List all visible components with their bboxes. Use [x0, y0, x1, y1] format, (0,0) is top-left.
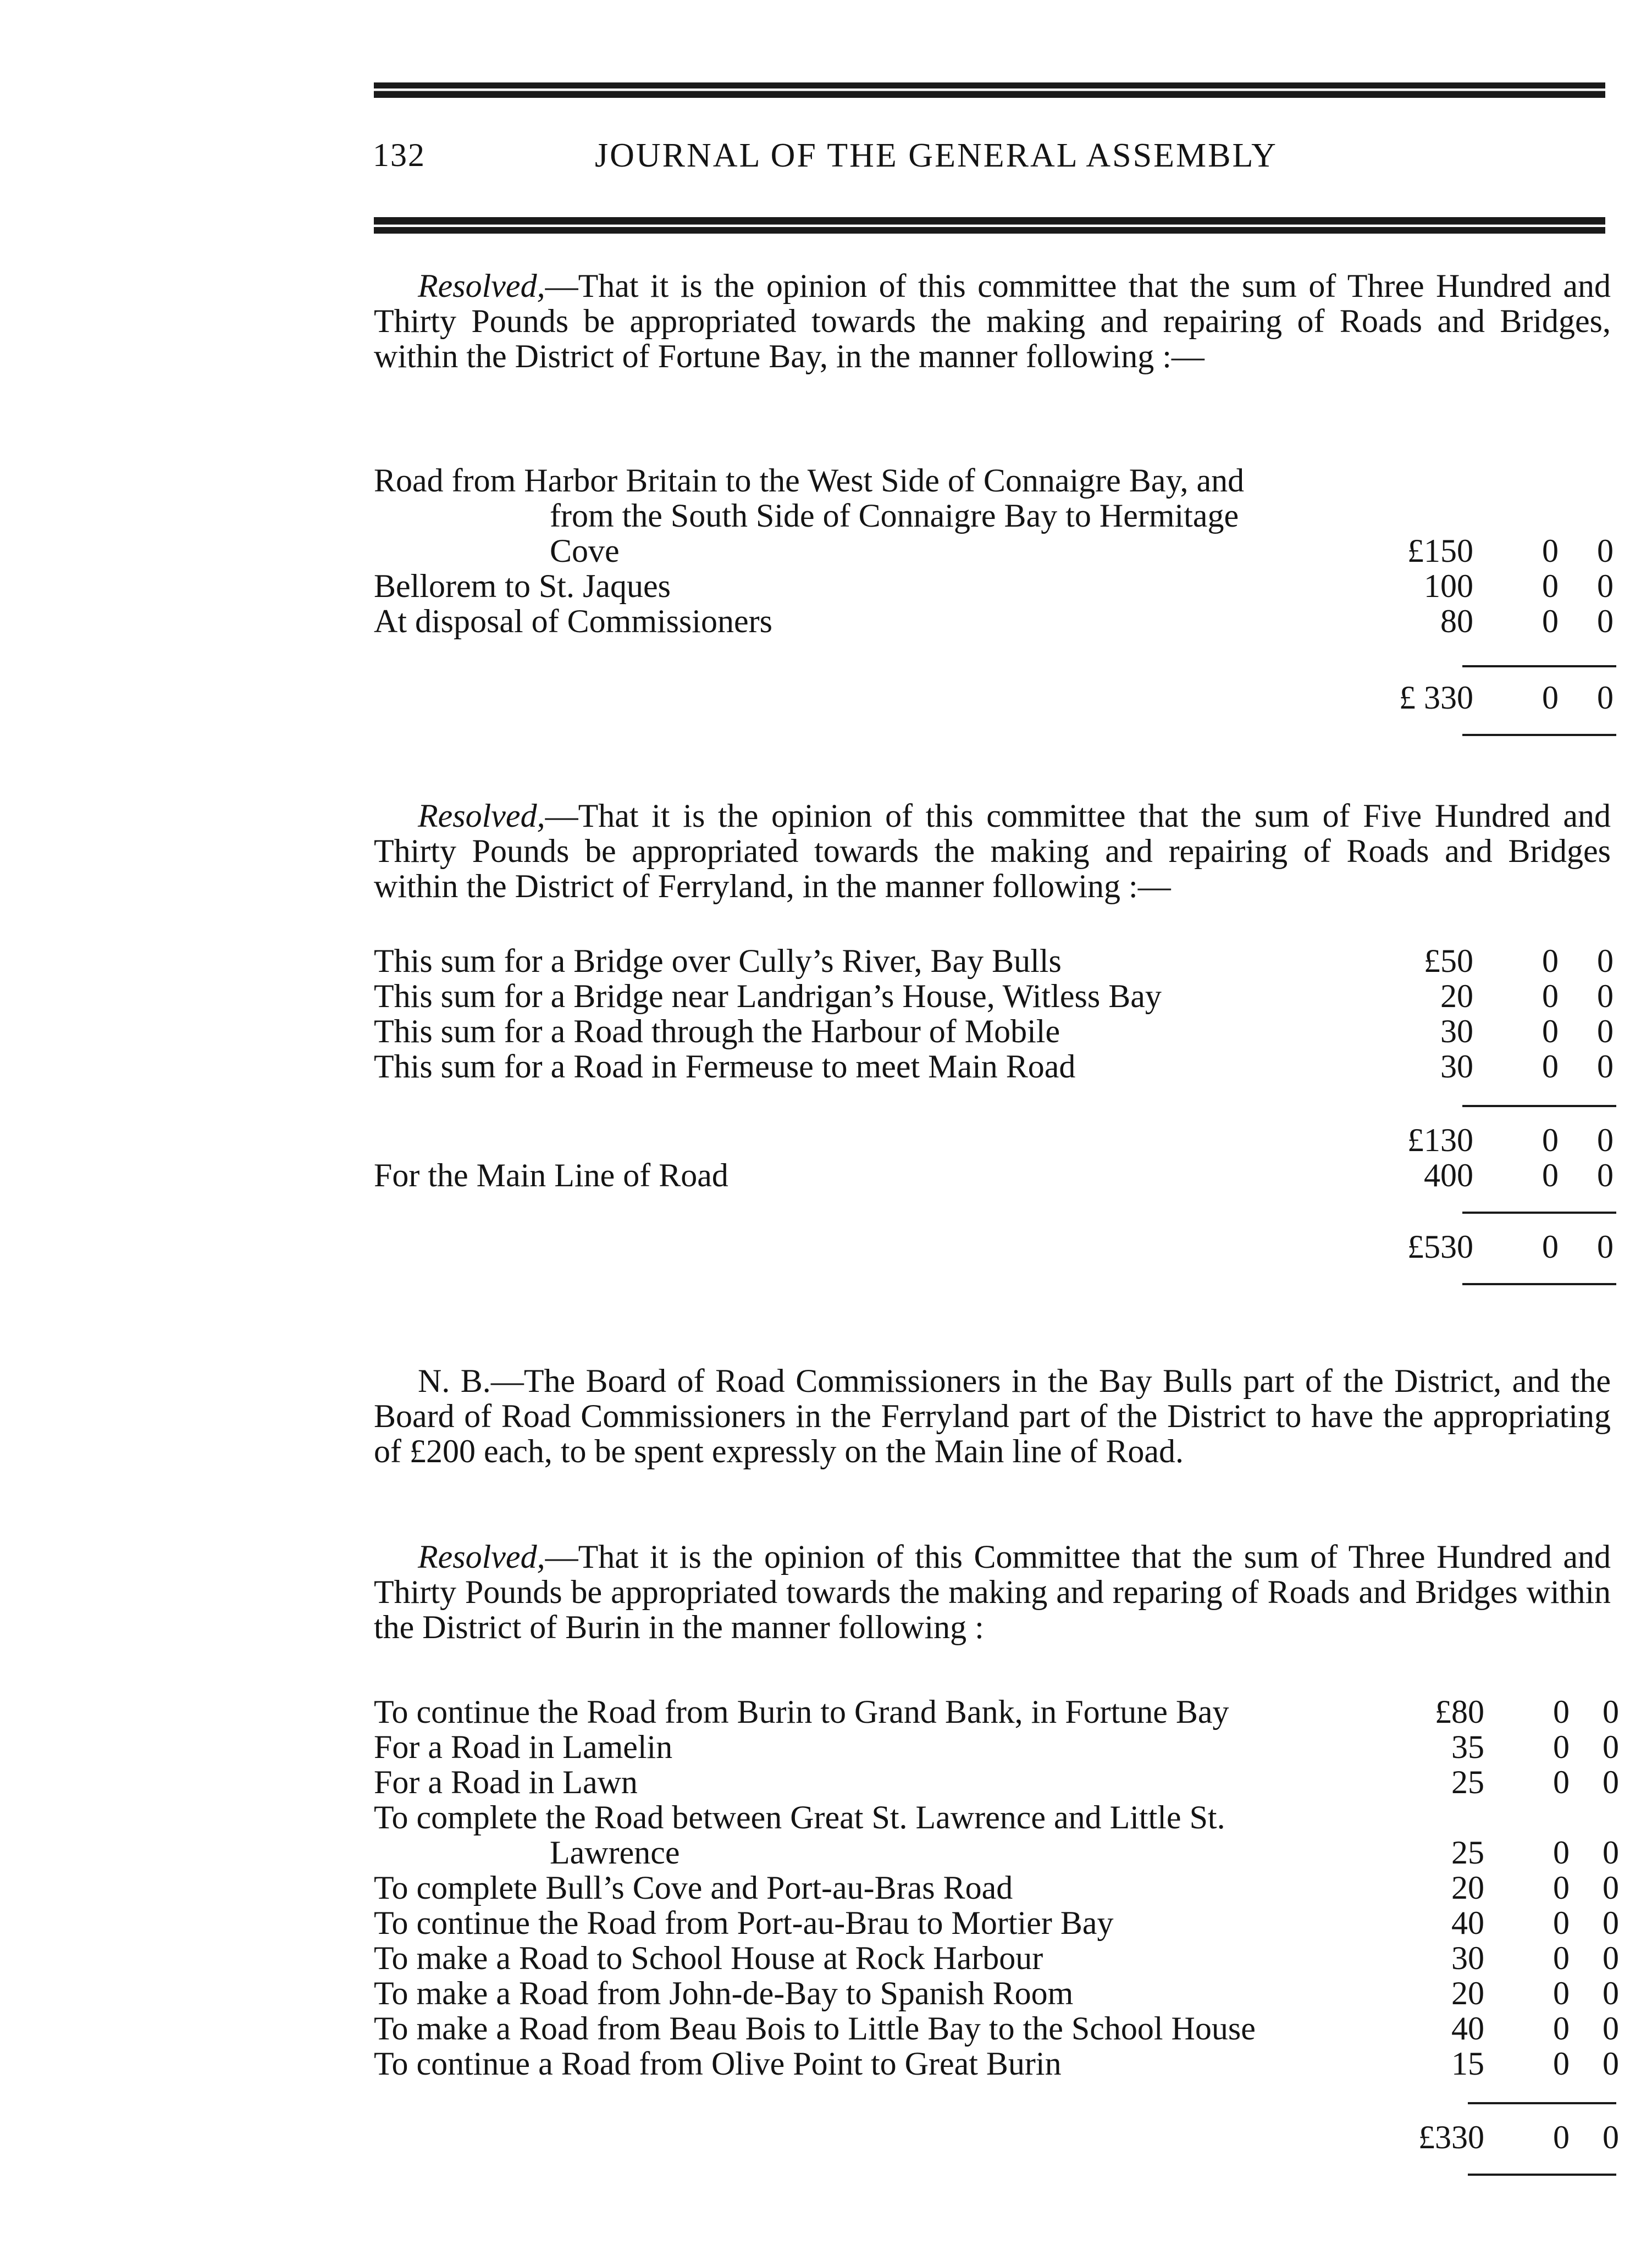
amount-pounds: 25 [1451, 1834, 1484, 1871]
resolved-label: Resolved, [418, 268, 545, 304]
running-title: JOURNAL OF THE GENERAL ASSEMBLY [595, 137, 1278, 174]
amount-pounds: 35 [1451, 1729, 1484, 1765]
total-row [374, 679, 1616, 714]
resolution-text: —That it is the opinion of this Committee that the sum of Three Hundred and Thirty Pounds be appropriated towards the making and reparing of Roads and Bridges within the District of Burin in the manner following : [374, 1539, 1611, 1645]
amount-shillings: 0 [1542, 603, 1559, 639]
total-row [374, 2119, 1619, 2155]
amount-pounds: 20 [1451, 1975, 1484, 2011]
amount-shillings: 0 [1542, 533, 1559, 569]
table-row [374, 497, 1616, 532]
header-rule-bottom [374, 217, 1605, 234]
table-row [374, 1157, 1616, 1192]
item-label-continued: Lawrence [550, 1834, 680, 1871]
amount-shillings: 0 [1542, 1157, 1559, 1193]
total-shillings: 0 [1542, 679, 1559, 716]
sum-rule [1462, 665, 1616, 667]
sum-rule [1462, 734, 1616, 736]
item-label: This sum for a Road through the Harbour of Mobile [374, 1013, 1060, 1049]
amount-shillings: 0 [1553, 2010, 1570, 2047]
table-row [374, 977, 1616, 1013]
amount-pence: 0 [1603, 1975, 1619, 2011]
table-row [374, 2010, 1619, 2047]
amount-pence: 0 [1603, 1940, 1619, 1976]
table-row [374, 1834, 1619, 1871]
sum-rule [1462, 1105, 1616, 1107]
amount-shillings: 0 [1553, 1870, 1570, 1906]
amount-pounds: £150 [1407, 533, 1473, 569]
item-label-continued: from the South Side of Connaigre Bay to Hermitage [550, 497, 1239, 534]
amount-pence: 0 [1597, 1013, 1614, 1049]
total-shillings: 0 [1553, 2119, 1570, 2155]
sum-rule [1462, 1283, 1616, 1285]
amount-pence: 0 [1603, 1870, 1619, 1906]
amount-shillings: 0 [1553, 1729, 1570, 1765]
subtotal-row [374, 1121, 1616, 1157]
item-label: To complete the Road between Great St. Lawrence and Little St. [374, 1799, 1225, 1835]
table-row [374, 1693, 1619, 1730]
amount-pence: 0 [1603, 2045, 1619, 2082]
amount-shillings: 0 [1542, 978, 1559, 1014]
item-label: To continue the Road from Burin to Grand Bank, in Fortune Bay [374, 1694, 1229, 1730]
table-row [374, 942, 1616, 977]
amount-pence: 0 [1603, 1834, 1619, 1871]
nota-bene [374, 1363, 1611, 1469]
amount-pounds: 30 [1440, 1013, 1473, 1049]
item-label: For a Road in Lamelin [374, 1729, 673, 1765]
amount-shillings: 0 [1542, 1048, 1559, 1085]
table-row [374, 1013, 1616, 1048]
amount-shillings: 0 [1542, 1013, 1559, 1049]
header-rule-top [374, 82, 1605, 98]
amount-pence: 0 [1597, 603, 1614, 639]
item-label: For a Road in Lawn [374, 1764, 638, 1800]
total-pounds: £330 [1418, 2119, 1484, 2155]
sum-rule [1462, 1212, 1616, 1214]
item-label: To complete Bull’s Cove and Port-au-Bras Road [374, 1870, 1013, 1906]
amount-shillings: 0 [1553, 2045, 1570, 2082]
amount-shillings: 0 [1553, 1940, 1570, 1976]
table-row [374, 1763, 1619, 1800]
item-label: To make a Road from John-de-Bay to Spanish Room [374, 1975, 1074, 2011]
resolution-text: —That it is the opinion of this committee that the sum of Three Hundred and Thirty Pounds be appropriated towards the making and repairing of Roads and Bridges, within the District of Fortune Bay, in the manner following :— [374, 268, 1611, 374]
amount-shillings: 0 [1553, 1905, 1570, 1941]
amount-pence: 0 [1603, 1729, 1619, 1765]
amount-pence: 0 [1597, 533, 1614, 569]
resolution-text: —That it is the opinion of this committee that the sum of Five Hundred and Thirty Pounds be appropriated towards the making and repairing of Roads and Bridges within the District of Ferryland, in the manner following :— [374, 798, 1611, 904]
amount-pounds: 100 [1424, 568, 1473, 604]
page-number: 132 [373, 137, 426, 173]
subtotal-pence: 0 [1597, 1122, 1614, 1158]
amount-pounds: 30 [1440, 1048, 1473, 1085]
table-row [374, 1048, 1616, 1083]
table-row [374, 2045, 1619, 2082]
total-row [374, 1228, 1616, 1263]
amount-shillings: 0 [1542, 943, 1559, 979]
table-row [374, 602, 1616, 638]
table-row [374, 1904, 1619, 1941]
sum-rule [1468, 2102, 1616, 2104]
amount-pounds: 400 [1424, 1157, 1473, 1193]
resolved-label: Resolved, [418, 798, 545, 834]
amount-pence: 0 [1597, 568, 1614, 604]
total-pence: 0 [1597, 1229, 1614, 1265]
item-label: To make a Road from Beau Bois to Little Bay to the School House [374, 2010, 1256, 2047]
total-pence: 0 [1603, 2119, 1619, 2155]
item-label: This sum for a Bridge near Landrigan’s House, Witless Bay [374, 978, 1162, 1014]
table-row [374, 462, 1616, 497]
amount-shillings: 0 [1553, 1975, 1570, 2011]
total-pounds: £ 330 [1399, 679, 1473, 716]
item-label: To continue a Road from Olive Point to Great Burin [374, 2045, 1062, 2082]
item-label: Road from Harbor Britain to the West Side of Connaigre Bay, and [374, 462, 1245, 499]
amount-pounds: 80 [1440, 603, 1473, 639]
resolution-ferryland [374, 798, 1611, 904]
total-shillings: 0 [1542, 1229, 1559, 1265]
item-label: This sum for a Road in Fermeuse to meet Main Road [374, 1048, 1076, 1085]
item-label: Bellorem to St. Jaques [374, 568, 671, 604]
table-row [374, 532, 1616, 567]
nb-text: —The Board of Road Commissioners in the Bay Bulls part of the District, and the Board of Road Commissioners in the Ferryland part of the District to have the appropriating of £200 each, to be spent expressly on the Main line of Road. [374, 1363, 1611, 1469]
table-row [374, 1799, 1616, 1834]
amount-pence: 0 [1603, 1694, 1619, 1730]
item-label: For the Main Line of Road [374, 1157, 728, 1193]
amount-pence: 0 [1603, 1905, 1619, 1941]
subtotal-shillings: 0 [1542, 1122, 1559, 1158]
table-row [374, 1869, 1619, 1906]
item-label: At disposal of Commissioners [374, 603, 773, 639]
amount-pence: 0 [1597, 943, 1614, 979]
resolution-fortune-bay [374, 268, 1611, 374]
total-pounds: £530 [1407, 1229, 1473, 1265]
resolution-burin [374, 1539, 1611, 1645]
item-label-continued: Cove [550, 533, 620, 569]
item-label: To continue the Road from Port-au-Brau to Mortier Bay [374, 1905, 1114, 1941]
subtotal-pounds: £130 [1407, 1122, 1473, 1158]
amount-pounds: 40 [1451, 2010, 1484, 2047]
amount-pounds: 30 [1451, 1940, 1484, 1976]
amount-pounds: 40 [1451, 1905, 1484, 1941]
amount-shillings: 0 [1553, 1694, 1570, 1730]
table-row [374, 1728, 1619, 1765]
amount-shillings: 0 [1553, 1834, 1570, 1871]
table-row [374, 567, 1616, 602]
amount-pounds: £80 [1435, 1694, 1484, 1730]
amount-pence: 0 [1603, 1764, 1619, 1800]
amount-pounds: 25 [1451, 1764, 1484, 1800]
amount-shillings: 0 [1553, 1764, 1570, 1800]
amount-pounds: 20 [1451, 1870, 1484, 1906]
sum-rule [1468, 2174, 1616, 2176]
amount-pounds: 15 [1451, 2045, 1484, 2082]
amount-shillings: 0 [1542, 568, 1559, 604]
amount-pence: 0 [1603, 2010, 1619, 2047]
item-label: This sum for a Bridge over Cully’s River, Bay Bulls [374, 943, 1062, 979]
amount-pence: 0 [1597, 1048, 1614, 1085]
table-row [374, 1939, 1619, 1976]
amount-pence: 0 [1597, 1157, 1614, 1193]
item-label: To make a Road to School House at Rock Harbour [374, 1940, 1043, 1976]
amount-pounds: £50 [1424, 943, 1473, 979]
nb-lead: N. B. [418, 1363, 491, 1399]
resolved-label: Resolved, [418, 1539, 545, 1575]
amount-pence: 0 [1597, 978, 1614, 1014]
total-pence: 0 [1597, 679, 1614, 716]
amount-pounds: 20 [1440, 978, 1473, 1014]
table-row [374, 1975, 1619, 2011]
